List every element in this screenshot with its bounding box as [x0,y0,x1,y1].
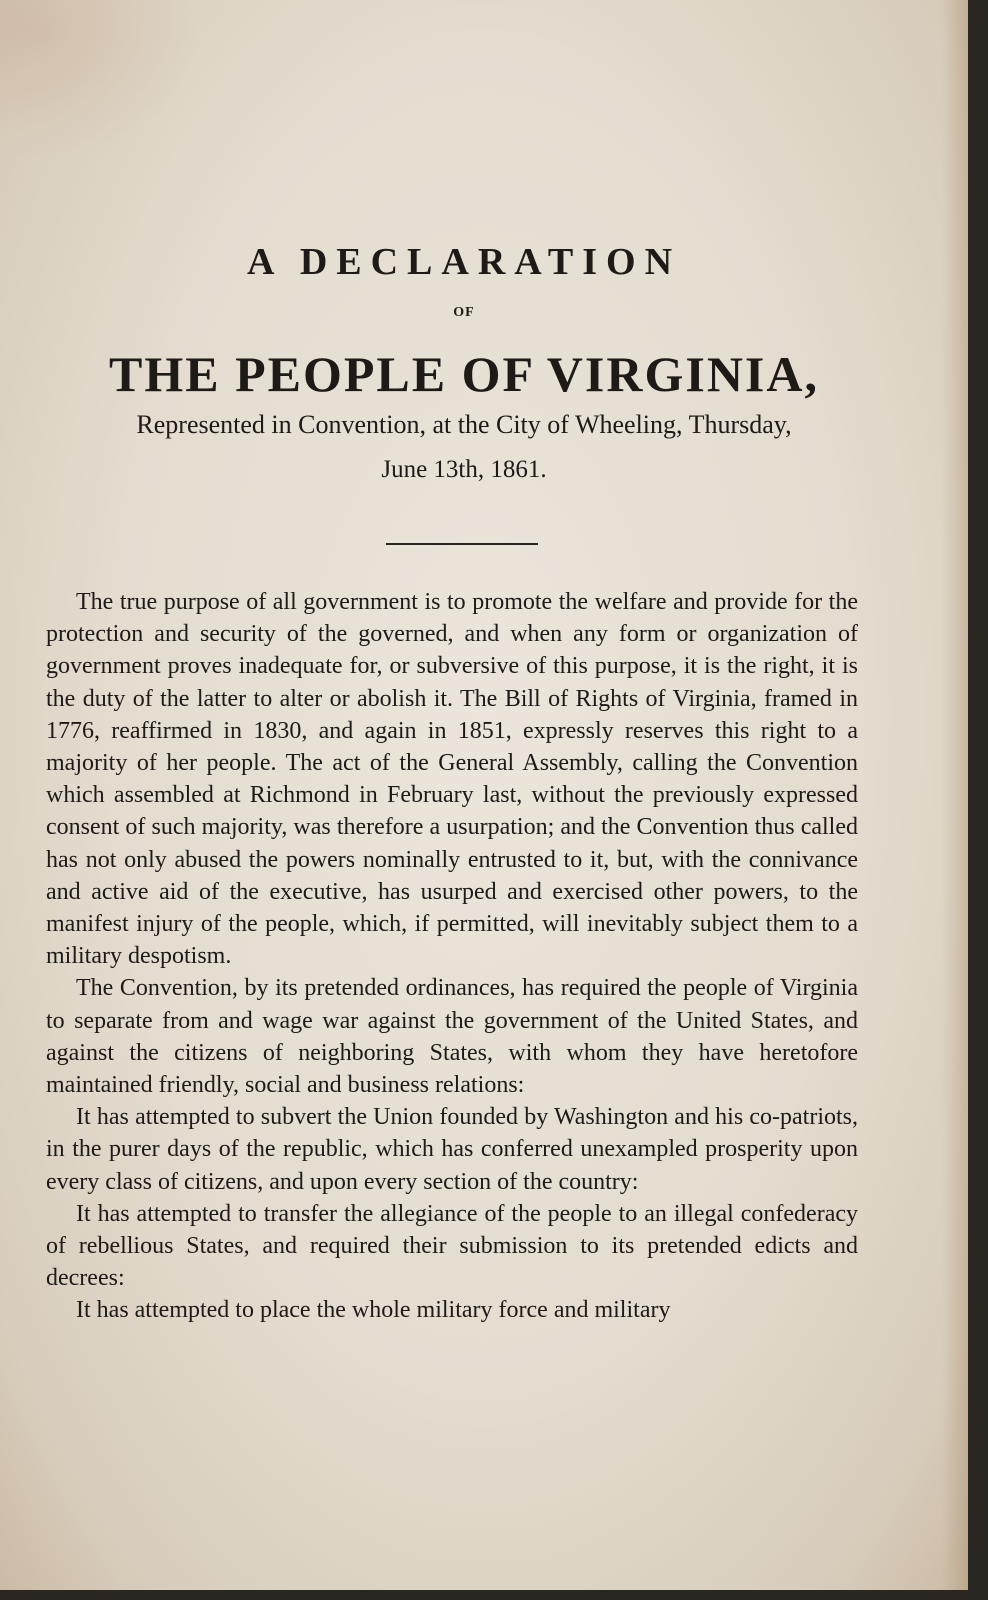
date-line: June 13th, 1861. [381,456,547,483]
declaration-body [46,586,858,1327]
title-connector: OF [453,305,475,320]
paragraph: It has attempted to transfer the allegiance of the people to an illegal confederacy of rebellious States, and required their submission to its pretended edicts and decrees: [46,1200,858,1292]
paragraph: The true purpose of all government is to promote the welfare and provide for the protection and security of the governed, and when any form or organization of government proves inadequate for, or subversive of this purpose, it is the right, it is the duty of the latter to alter or abolish it. The Bill of Rights of Virginia, framed in 1776, reaffirmed in 1830, and again in 1851, expressly reserves this right to a majority of her people. The act of the General Assembly, calling the Convention which assembled at Richmond in February last, without the previously expressed consent of such majority, was therefore a usurpation; and the Convention thus called has not only abused the powers nominally entrusted to it, but, with the connivance and active aid of the executive, has usurped and exercised other powers, to the manifest injury of the people, which, if permitted, will inevitably subject them to a military despotism. [46,589,858,970]
convention-subtitle: Represented in Convention, at the City of Wheeling, Thursday, [136,410,792,439]
people-of-virginia-title: THE PEOPLE OF VIRGINIA, [109,346,819,402]
paragraph: The Convention, by its pretended ordinances, has required the people of Virginia to separate from and wage war against the government of the United States, and against the citizens of neighboring States, with whom they have heretofore maintained friendly, social and business relations: [46,975,858,1099]
paragraph: It has attempted to subvert the Union founded by Washington and his co-patriots, in the purer days of the republic, which has conferred unexampled prosperity upon every class of citizens, and upon every section of the country: [46,1104,858,1195]
declaration-title: A DECLARATION [246,241,682,283]
title-divider [386,543,538,545]
paragraph: It has attempted to place the whole military force and military [76,1297,671,1324]
